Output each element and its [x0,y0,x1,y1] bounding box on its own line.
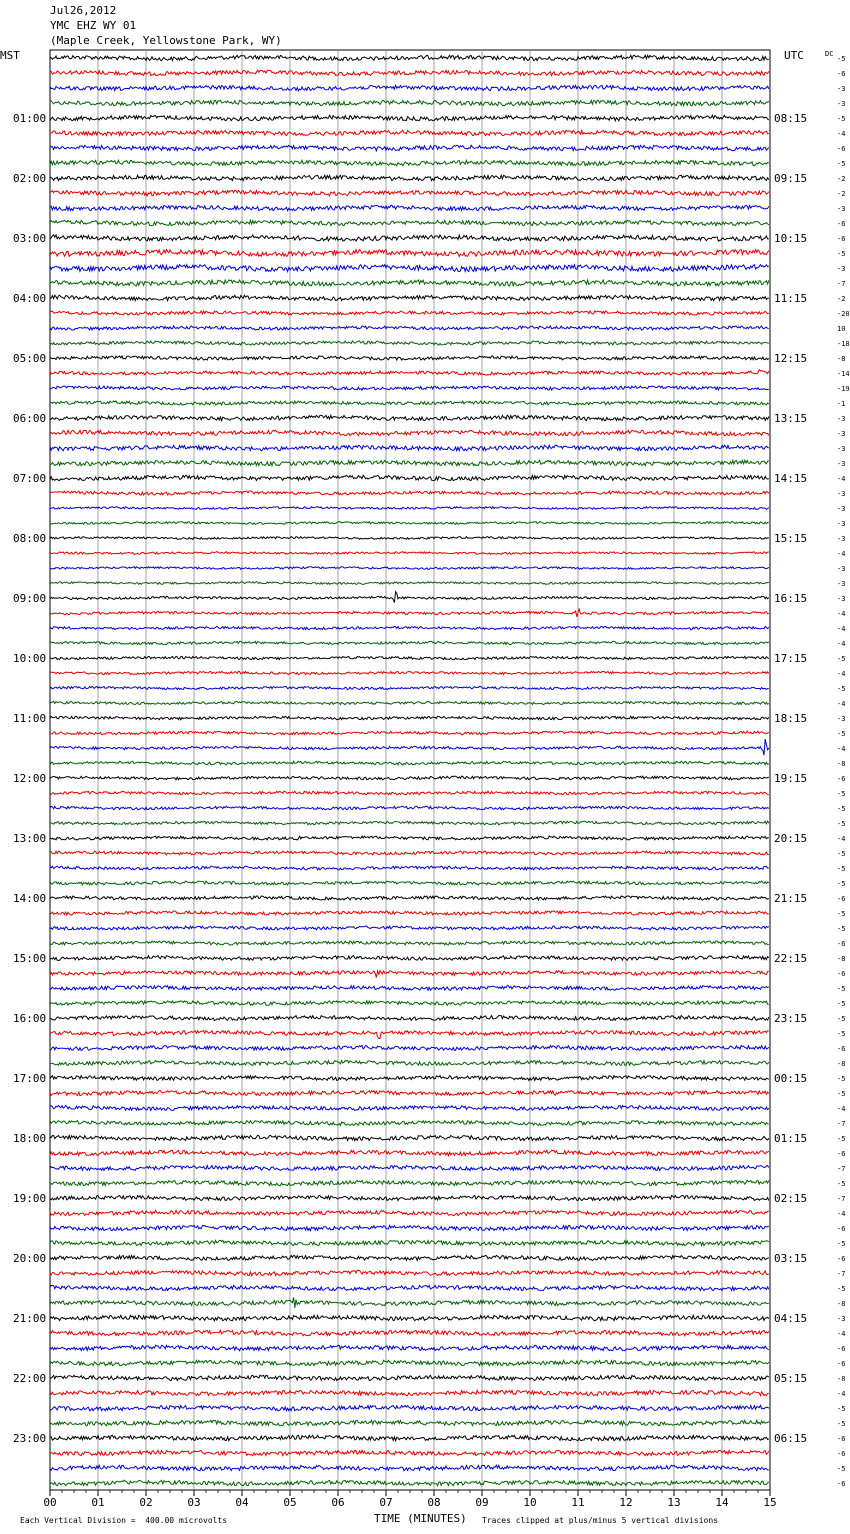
dc-offset-label: -3 [837,535,846,543]
dc-offset-label: -5 [837,1075,846,1083]
utc-hour-label: 08:15 [774,112,808,125]
dc-offset-label: -4 [837,640,846,648]
seismic-trace [50,190,769,195]
seismic-trace [50,370,769,375]
utc-hour-label: 16:15 [774,592,808,605]
seismic-trace [50,160,769,165]
dc-offset-label: -7 [837,1195,846,1203]
seismic-trace [50,1091,769,1096]
mst-hour-label: 15:00 [13,952,47,965]
dc-offset-label: -6 [837,1360,846,1368]
dc-offset-label: -5 [837,820,846,828]
seismic-trace [50,1297,769,1308]
dc-offset-label: -5 [837,925,846,933]
seismic-trace [50,1195,769,1200]
utc-hour-label: 19:15 [774,772,808,785]
dc-offset-label: -8 [837,1060,846,1068]
utc-hour-label: 20:15 [774,832,808,845]
x-axis-title: TIME (MINUTES) [374,1512,467,1525]
x-tick-label: 10 [523,1496,537,1509]
utc-hour-label: 18:15 [774,712,808,725]
dc-offset-label: -4 [837,700,846,708]
seismic-trace [50,941,769,945]
x-tick-label: 05 [283,1496,297,1509]
seismic-trace [50,100,769,106]
seismic-trace [50,567,769,570]
seismic-trace [50,911,769,915]
seismic-trace [50,1180,769,1185]
dc-offset-label: -4 [837,625,846,633]
seismic-trace [50,971,769,978]
dc-offset-label: -3 [837,565,846,573]
dc-offset-label: -7 [837,1120,846,1128]
seismic-trace [50,1420,769,1425]
seismic-trace [50,592,769,603]
dc-offset-label: -19 [837,385,850,393]
utc-hour-label: 05:15 [774,1372,808,1385]
mst-hour-label: 14:00 [13,892,47,905]
seismic-trace [50,55,769,61]
plot-date: Jul26,2012 [50,4,117,17]
seismic-trace [50,115,769,120]
dc-offset-label: -3 [837,1315,846,1323]
dc-offset-label: -4 [837,610,846,618]
x-tick-label: 03 [187,1496,201,1509]
seismic-trace [50,445,769,450]
mst-hour-label: 02:00 [13,172,47,185]
utc-hour-label: 23:15 [774,1012,808,1025]
dc-offset-label: -3 [837,100,846,108]
seismic-trace [50,641,769,644]
seismic-trace [50,1270,769,1275]
seismic-trace [50,401,769,405]
x-tick-label: 15 [763,1496,777,1509]
dc-offset-label: -6 [837,940,846,948]
dc-offset-label: -18 [837,340,850,348]
seismic-trace [50,1001,769,1006]
utc-hour-label: 21:15 [774,892,808,905]
seismic-trace [50,1225,769,1230]
mst-hour-label: 22:00 [13,1372,47,1385]
mst-hour-label: 16:00 [13,1012,47,1025]
dc-offset-label: -6 [837,1150,846,1158]
dc-offset-label: 10 [837,325,846,333]
utc-hour-label: 22:15 [774,952,808,965]
seismic-trace [50,1450,769,1455]
seismic-trace [50,686,769,689]
seismic-trace [50,1285,769,1290]
seismic-trace [50,656,769,659]
dc-offset-label: -6 [837,1480,846,1488]
dc-offset-label: -7 [837,1270,846,1278]
utc-hour-label: 17:15 [774,652,808,665]
dc-offset-label: -3 [837,430,846,438]
clip-note: Traces clipped at plus/minus 5 vertical divisions [482,1516,719,1525]
dc-offset-label: -3 [837,205,846,213]
dc-offset-label: -5 [837,1030,846,1038]
dc-offset-label: -8 [837,1375,846,1383]
seismic-trace [50,70,769,75]
x-tick-label: 01 [91,1496,105,1509]
dc-offset-label: -5 [837,115,846,123]
seismic-trace [50,552,769,555]
mst-hour-label: 06:00 [13,412,47,425]
dc-offset-label: -7 [837,280,846,288]
mst-hour-label: 09:00 [13,592,47,605]
mst-hour-label: 08:00 [13,532,47,545]
dc-offset-label: -5 [837,160,846,168]
dc-offset-label: -3 [837,490,846,498]
dc-offset-label: -14 [837,370,850,378]
dc-offset-label: -3 [837,505,846,513]
mst-hour-label: 01:00 [13,112,47,125]
seismic-trace [50,85,769,91]
seismic-trace [50,295,769,300]
seismic-trace [50,280,769,286]
seismic-trace [50,356,769,360]
utc-hour-label: 03:15 [774,1252,808,1265]
dc-offset-label: -3 [837,595,846,603]
dc-offset-label: -5 [837,1465,846,1473]
mst-hour-label: 19:00 [13,1192,47,1205]
x-tick-label: 14 [715,1496,729,1509]
seismic-trace [50,1480,769,1486]
seismic-trace [50,1150,769,1155]
seismic-trace [50,415,769,420]
seismic-trace [50,866,769,870]
dc-offset-label: -20 [837,310,850,318]
seismic-trace [50,1435,769,1441]
mst-hour-label: 11:00 [13,712,47,725]
seismic-trace [50,386,769,390]
dc-offset-label: -5 [837,655,846,663]
dc-offset-label: -4 [837,745,846,753]
seismic-trace [50,851,769,855]
dc-offset-label: -5 [837,790,846,798]
scale-note: Each Vertical Division = 400.00 microvolts [20,1516,228,1525]
seismic-trace [50,731,769,735]
seismic-trace [50,926,769,930]
seismic-trace [50,1465,769,1471]
mst-hour-label: 04:00 [13,292,47,305]
seismic-trace [50,896,769,900]
dc-offset-label: -6 [837,1345,846,1353]
seismic-trace [50,881,769,885]
seismic-trace [50,130,769,135]
dc-offset-label: -8 [837,955,846,963]
dc-offset-label: -5 [837,805,846,813]
seismic-trace [50,250,769,257]
dc-offset-label: -6 [837,775,846,783]
mst-hour-label: 05:00 [13,352,47,365]
station-location: (Maple Creek, Yellowstone Park, WY) [50,34,282,47]
seismic-trace [50,806,769,810]
dc-offset-label: -4 [837,1390,846,1398]
x-tick-label: 07 [379,1496,393,1509]
seismic-trace [50,1375,769,1380]
mst-hour-label: 07:00 [13,472,47,485]
dc-offset-label: -3 [837,415,846,423]
dc-offset-label: -6 [837,1450,846,1458]
seismic-trace [50,986,769,991]
dc-offset-label: -5 [837,730,846,738]
utc-hour-label: 10:15 [774,232,808,245]
dc-offset-label: -4 [837,550,846,558]
x-tick-label: 08 [427,1496,441,1509]
x-tick-label: 12 [619,1496,633,1509]
seismic-trace [50,821,769,825]
seismic-trace [50,716,769,719]
x-tick-label: 00 [43,1496,57,1509]
seismic-trace [50,145,769,150]
seismic-trace [50,626,769,629]
seismic-trace [50,671,769,674]
mst-hour-label: 13:00 [13,832,47,845]
dc-offset-label: -3 [837,445,846,453]
dc-offset-label: -5 [837,1015,846,1023]
mst-hour-label: 21:00 [13,1312,47,1325]
dc-offset-label: -4 [837,130,846,138]
x-tick-label: 11 [571,1496,585,1509]
seismic-trace [50,956,769,961]
seismic-trace [50,1076,769,1081]
station-code: YMC EHZ WY 01 [50,19,137,32]
dc-offset-label: -5 [837,1000,846,1008]
seismic-trace [50,1061,769,1066]
seismic-trace [50,265,769,272]
dc-offset-label: -6 [837,70,846,78]
seismic-trace [50,341,769,345]
seismic-trace [50,1255,769,1260]
seismic-trace [50,609,769,617]
dc-offset-label: -2 [837,190,846,198]
seismic-trace [50,1345,769,1351]
utc-hour-label: 14:15 [774,472,808,485]
mst-hour-label: 10:00 [13,652,47,665]
dc-offset-label: -4 [837,670,846,678]
seismic-trace [50,1106,769,1111]
seismic-trace [50,1240,769,1245]
seismic-trace [50,430,769,435]
mst-hour-label: 12:00 [13,772,47,785]
utc-hour-label: 04:15 [774,1312,808,1325]
utc-hour-label: 06:15 [774,1432,808,1445]
seismic-trace [50,1135,769,1140]
dc-offset-label: -3 [837,85,846,93]
dc-offset-label: -6 [837,1255,846,1263]
seismic-trace [50,1390,769,1395]
dc-offset-label: -3 [837,520,846,528]
seismic-trace [50,776,769,780]
x-tick-label: 04 [235,1496,249,1509]
seismic-trace [50,582,769,585]
dc-offset-label: -6 [837,145,846,153]
seismic-trace [50,475,769,480]
seismic-trace [50,311,769,315]
dc-offset-label: -5 [837,1240,846,1248]
dc-offset-label: -5 [837,685,846,693]
dc-offset-label: -3 [837,460,846,468]
seismic-trace [50,739,769,755]
utc-hour-label: 00:15 [774,1072,808,1085]
dc-offset-label: -2 [837,175,846,183]
dc-offset-label: -6 [837,895,846,903]
x-tick-label: 09 [475,1496,489,1509]
seismic-trace [50,507,769,510]
dc-offset-label: -6 [837,1435,846,1443]
dc-offset-label: -5 [837,880,846,888]
utc-hour-label: 11:15 [774,292,808,305]
dc-offset-label: -4 [837,475,846,483]
dc-offset-label: -5 [837,985,846,993]
utc-hour-label: 13:15 [774,412,808,425]
seismic-trace [50,1046,769,1051]
x-tick-label: 02 [139,1496,153,1509]
x-tick-label: 06 [331,1496,345,1509]
dc-offset-label: -1 [837,400,846,408]
seismic-trace [50,761,769,765]
left-timezone-label: MST [0,49,20,62]
mst-hour-label: 17:00 [13,1072,47,1085]
seismic-trace [50,1165,769,1170]
mst-hour-label: 18:00 [13,1132,47,1145]
dc-offset-label: -5 [837,865,846,873]
dc-header-label: DC [825,50,834,58]
seismic-trace [50,1315,769,1320]
seismic-trace [50,1405,769,1410]
dc-offset-label: -5 [837,250,846,258]
dc-offset-label: -5 [837,1180,846,1188]
dc-offset-label: -4 [837,1330,846,1338]
dc-offset-label: -6 [837,1225,846,1233]
seismic-trace [50,175,769,180]
dc-offset-label: -8 [837,355,846,363]
seismic-trace [50,537,769,540]
seismic-trace [50,1016,769,1021]
dc-offset-label: -5 [837,55,846,63]
dc-offset-label: -3 [837,265,846,273]
seismic-trace [50,1121,769,1126]
dc-offset-label: -6 [837,235,846,243]
dc-offset-label: -4 [837,1210,846,1218]
utc-hour-label: 02:15 [774,1192,808,1205]
mst-hour-label: 23:00 [13,1432,47,1445]
dc-offset-label: -3 [837,580,846,588]
dc-offset-label: -5 [837,1090,846,1098]
mst-hour-label: 03:00 [13,232,47,245]
seismic-trace [50,460,769,465]
dc-offset-label: -7 [837,1165,846,1173]
dc-offset-label: -3 [837,715,846,723]
seismic-trace [50,701,769,704]
seismic-trace [50,326,769,330]
dc-offset-label: -5 [837,1405,846,1413]
dc-offset-label: -8 [837,1300,846,1308]
seismic-trace [50,205,769,210]
utc-hour-label: 15:15 [774,532,808,545]
utc-hour-label: 12:15 [774,352,808,365]
seismic-trace [50,1330,769,1335]
dc-offset-label: -2 [837,295,846,303]
seismic-trace [50,836,769,840]
seismic-trace [50,522,769,525]
dc-offset-label: -6 [837,1045,846,1053]
dc-offset-label: -5 [837,1285,846,1293]
utc-hour-label: 09:15 [774,172,808,185]
x-tick-label: 13 [667,1496,681,1509]
dc-offset-label: -5 [837,910,846,918]
seismic-trace [50,220,769,225]
dc-offset-label: -5 [837,850,846,858]
mst-hour-label: 20:00 [13,1252,47,1265]
utc-hour-label: 01:15 [774,1132,808,1145]
seismic-trace [50,235,769,241]
dc-offset-label: -5 [837,1420,846,1428]
dc-offset-label: -4 [837,1105,846,1113]
dc-offset-label: -5 [837,1135,846,1143]
dc-offset-label: -6 [837,220,846,228]
dc-offset-label: -4 [837,835,846,843]
seismic-trace [50,1031,769,1039]
seismic-trace [50,1360,769,1365]
dc-offset-label: -8 [837,760,846,768]
seismic-trace [50,1210,769,1215]
dc-offset-label: -6 [837,970,846,978]
right-timezone-label: UTC [784,49,804,62]
seismic-trace [50,791,769,795]
seismic-trace [50,491,769,495]
